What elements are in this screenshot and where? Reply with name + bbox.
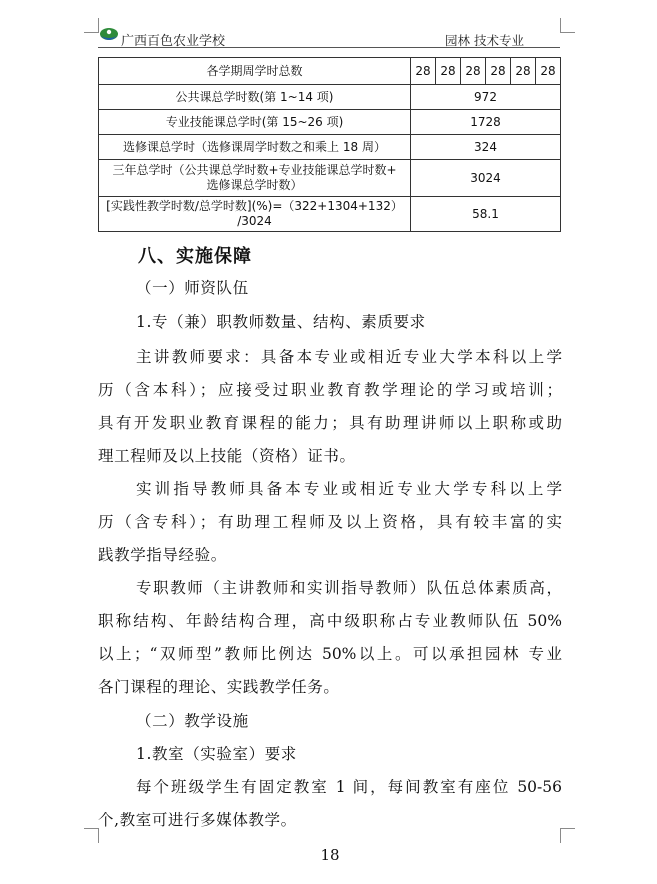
paragraph-line: 践教学指导经验。 [98, 546, 227, 564]
paragraph-line: 理工程师及以上技能（资格）证书。 [98, 447, 356, 465]
crop-mark-bottom-right [560, 828, 575, 843]
table-row [99, 135, 561, 160]
paragraph-line: 每个班级学生有固定教室 1 间，每间教室有座位 50-56 [136, 778, 562, 796]
weekly-hours-cell: 28 [511, 58, 536, 85]
table-row [99, 85, 561, 110]
row-label: 各学期周学时总数 [99, 58, 411, 85]
paragraph-line: 主讲教师要求：具备本专业或相近专业大学本科以上学 [136, 348, 562, 366]
paragraph-line: 专职教师（主讲教师和实训指导教师）队伍总体素质高， [136, 579, 562, 597]
section-title: 八、实施保障 [138, 246, 252, 267]
weekly-hours-cell: 28 [411, 58, 436, 85]
weekly-hours-cell: 28 [486, 58, 511, 85]
row-value: 972 [411, 85, 561, 110]
weekly-hours-cell: 28 [536, 58, 561, 85]
row-label-line: [实践性教学时数/总学时数](%)=（322+1304+132） [106, 199, 403, 213]
table-row [99, 58, 561, 85]
row-label [99, 197, 411, 232]
crop-mark-top-right [560, 18, 575, 33]
paragraph-line: 历（含本科）；应接受过职业教育教学理论的学习或培训； [98, 381, 562, 399]
row-label: 选修课总学时（选修课周学时数之和乘上 18 周） [99, 135, 411, 160]
paragraph-line: 以上；“双师型”教师比例达 50%以上。可以承担园林 专业 [98, 645, 562, 663]
subsection-title: （一）师资队伍 [136, 279, 249, 297]
weekly-hours-cell: 28 [436, 58, 461, 85]
paragraph-line: 历（含专科）；有助理工程师及以上资格，具有较丰富的实 [98, 513, 562, 531]
weekly-hours-cell: 28 [461, 58, 486, 85]
subsection-title: （二）教学设施 [136, 712, 249, 730]
row-value: 324 [411, 135, 561, 160]
row-value: 1728 [411, 110, 561, 135]
header-rule [98, 47, 560, 48]
paragraph-line: 个,教室可进行多媒体教学。 [98, 811, 297, 829]
paragraph-line: 具有开发职业教育课程的能力；具有助理讲师以上职称或助 [98, 414, 562, 432]
table-row [99, 160, 561, 197]
paragraph-line: 实训指导教师具备本专业或相近专业大学专科以上学 [136, 480, 562, 498]
item-title: 1.教室（实验室）要求 [136, 745, 297, 763]
credit-hours-table [98, 57, 561, 232]
table-row [99, 197, 561, 232]
item-title: 1.专（兼）职教师数量、结构、素质要求 [136, 313, 426, 331]
paragraph-line: 各门课程的理论、实践教学任务。 [98, 678, 340, 696]
school-logo-icon [98, 24, 120, 46]
row-label: 公共课总学时数(第 1~14 项) [99, 85, 411, 110]
row-value: 58.1 [411, 197, 561, 232]
row-label-line: /3024 [237, 214, 272, 228]
row-value: 3024 [411, 160, 561, 197]
row-label [99, 160, 411, 197]
crop-mark-top-left [84, 18, 99, 33]
school-name: 广西百色农业学校 [121, 34, 226, 49]
paragraph-line: 职称结构、年龄结构合理，高中级职称占专业教师队伍 50% [98, 612, 562, 630]
table-row [99, 110, 561, 135]
crop-mark-bottom-left [84, 828, 99, 843]
row-label-line: 三年总学时（公共课总学时数+专业技能课总学时数+ [112, 163, 397, 177]
row-label-line: 选修课总学时数） [206, 178, 303, 192]
major-name: 园林 技术专业 [445, 33, 524, 48]
row-label: 专业技能课总学时(第 15~26 项) [99, 110, 411, 135]
page-number: 18 [320, 846, 340, 864]
